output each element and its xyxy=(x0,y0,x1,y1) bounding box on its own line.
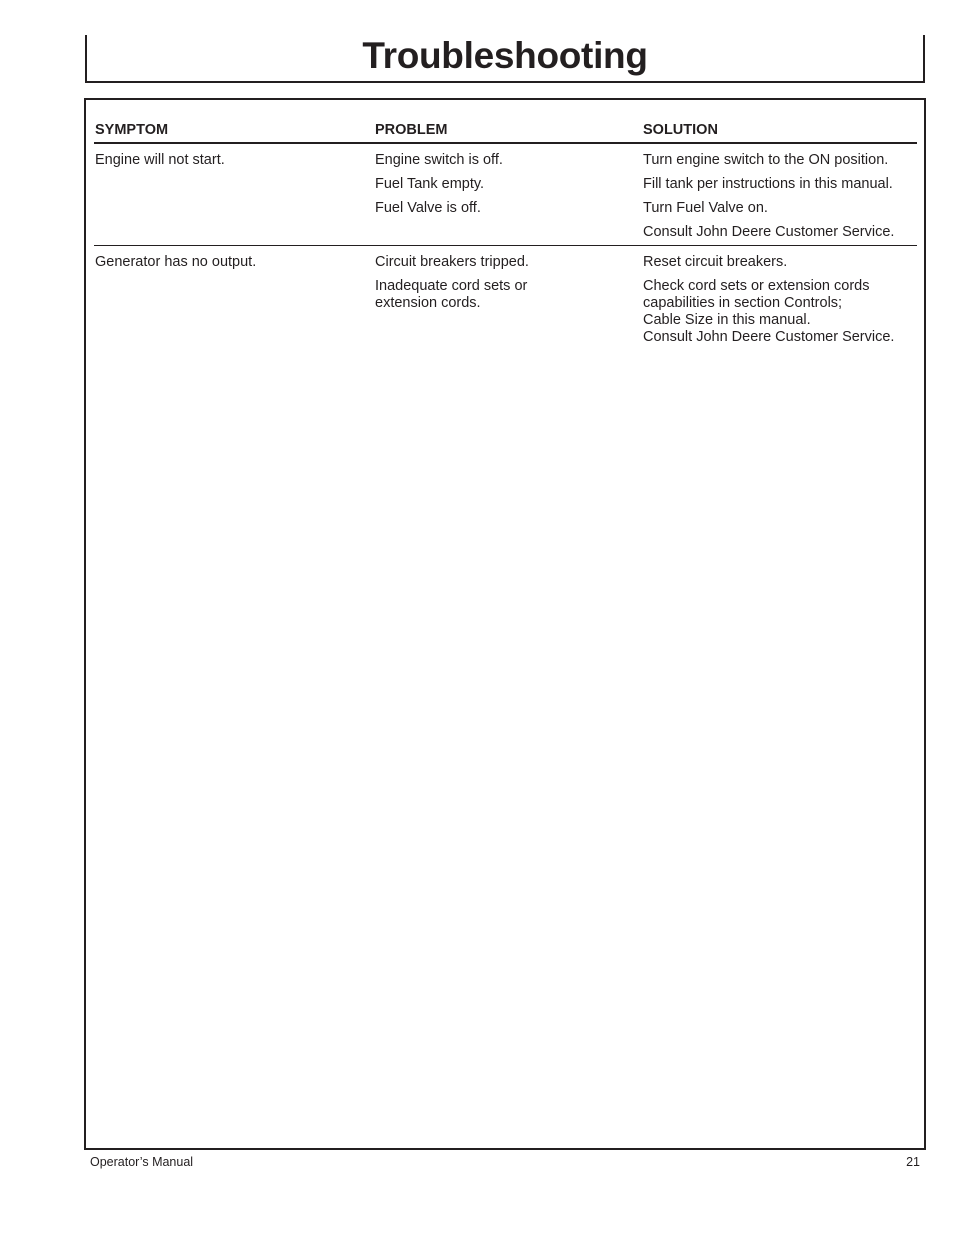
title-box xyxy=(85,35,925,83)
problem-text: Inadequate cord sets or extension cords. xyxy=(375,278,528,311)
problem-text: Fuel Valve is off. xyxy=(375,200,481,216)
problem-text: Fuel Tank empty. xyxy=(375,176,485,192)
troubleshooting-table xyxy=(94,120,917,366)
content-box xyxy=(84,98,926,1150)
footer-manual-label: Operator’s Manual xyxy=(90,1155,194,1169)
problem-cell xyxy=(375,254,635,319)
solution-text: Turn engine switch to the ON position. xyxy=(643,152,889,168)
page-title: Troubleshooting xyxy=(362,35,648,76)
solution-text: Check cord sets or extension cords capabilities in section Controls; Cable Size in this manual. Consult John Deere Customer Service. xyxy=(643,278,895,345)
solution-cell xyxy=(643,254,919,353)
header-problem: PROBLEM xyxy=(375,122,448,138)
solution-text: Turn Fuel Valve on. xyxy=(643,200,768,216)
problem-text: Circuit breakers tripped. xyxy=(375,254,529,270)
problem-cell xyxy=(375,152,635,224)
table-row xyxy=(94,246,917,366)
page-number: 21 xyxy=(906,1155,920,1169)
problem-text: Engine switch is off. xyxy=(375,152,503,168)
solution-text: Fill tank per instructions in this manual. xyxy=(643,176,893,192)
header-symptom: SYMPTOM xyxy=(95,122,169,138)
table-header-row xyxy=(94,120,917,144)
solution-text: Reset circuit breakers. xyxy=(643,254,788,270)
header-solution: SOLUTION xyxy=(643,122,718,138)
solution-cell xyxy=(643,152,919,248)
symptom-text: Generator has no output. xyxy=(95,254,257,270)
symptom-cell xyxy=(95,254,355,278)
symptom-cell xyxy=(95,152,355,176)
table-row xyxy=(94,144,917,246)
symptom-text: Engine will not start. xyxy=(95,152,225,168)
solution-text: Consult John Deere Customer Service. xyxy=(643,224,895,240)
